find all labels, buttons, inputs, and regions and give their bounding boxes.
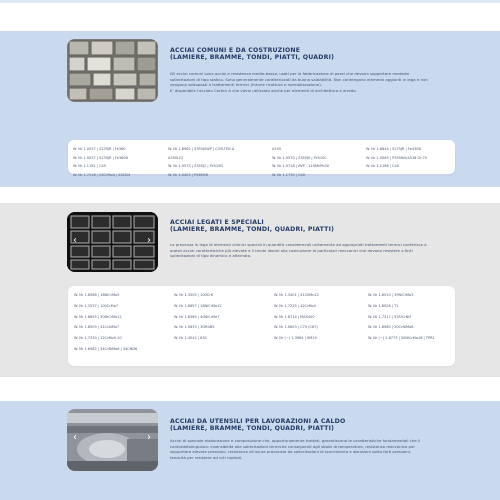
section-legati-description	[170, 242, 440, 259]
grade-item: W. Nr 1.1730 | C45	[272, 172, 306, 177]
grades-column	[174, 293, 274, 358]
grade-item: W. Nr 1.0565 | P355NH/A516 Gr.70	[366, 155, 427, 160]
grade-item: W. Nr 1.7330 | 12CrMo9-10	[74, 336, 122, 341]
description-line: sollecitazioni di tipo statico. Sono generalmente caratterizzati da buona saldabilità. Non contengono elementi aggiunti in lega e non	[170, 76, 428, 82]
carousel-prev-icon[interactable]: ‹	[73, 235, 77, 246]
grade-item: W. Nr 1.0603 | C70 (C67)	[274, 325, 318, 330]
section-comuni-grades-card	[68, 140, 455, 177]
grade-item: W. Nr 1.6565 | 40NiCrMo7	[174, 314, 220, 319]
section-legati-title	[170, 219, 430, 233]
grade-item: W. Nr 1.6588 | 18NiCrMo5	[74, 293, 120, 297]
section-legati-title-line2: (LAMIERE, BRAMME, TONDI, QUADRI, PIATTI)	[170, 226, 335, 234]
grade-item: W. Nr 1.8844 | S275JR | Fe430B	[366, 147, 421, 151]
steel-tubes-illustration	[67, 212, 158, 272]
grades-column	[272, 147, 366, 181]
carousel-next-icon[interactable]: ›	[147, 235, 151, 246]
grade-item: W. Nr 1.7317 | 52SiCrNi5	[368, 314, 412, 319]
grade-item: W. Nr 1.8714 | MAX400	[274, 314, 315, 319]
grade-item: W. Nr 1.8980 | 30CrNiMo8	[368, 325, 414, 330]
grade-item: W. Nr 1.8928 | T1	[368, 303, 399, 308]
section-comuni-description	[170, 71, 440, 93]
grade-item: W. Nr 1.4542 | 630	[174, 336, 207, 341]
description-line: tenacità per resistere ad urti ripetuti.	[170, 454, 243, 460]
description-line: questi acciai caratteristiche più elevate e li rende idonei alla costruzione di particolari meccanici che devono resistere a forti	[170, 247, 413, 253]
grade-item: W. Nr (~) 1.6773 | 30NiCrMo16 | TPR1	[368, 336, 435, 341]
section-legati-image	[67, 212, 158, 272]
grade-item: W. Nr 1.6657 | 18NiCrMo12	[174, 303, 222, 308]
grade-item: W. Nr 1.5633 | 30MnB5	[174, 325, 215, 330]
grades-column	[368, 293, 454, 358]
section-utensili-title	[170, 418, 440, 432]
grade-item: W. Nr 1.0718 | AVP - 11SMnPb30	[272, 164, 329, 168]
description-line: Gli acciai comuni sono acciai a resistenza medio-bassa, usati per la fabbricazione di pezzi che devono sopportare modeste	[170, 71, 410, 76]
grade-item: W. Nr 1.0570 | S355J0 | Fe510C	[272, 155, 327, 160]
grade-item: W. Nr 1.0575 | S355J2 | Fe510D	[168, 164, 224, 168]
section-legati-grades-card	[68, 286, 455, 366]
grade-item: W. Nr 1.0037 | S235JR | Fe360	[73, 147, 126, 151]
grades-grid	[74, 293, 454, 358]
grade-item: A350LF2	[168, 155, 184, 160]
section-comuni-title-line1: ACCIAI COMUNI E DA COSTRUZIONE	[170, 47, 301, 54]
section-utensili-image	[67, 409, 158, 471]
grade-item: W. Nr 1.1186 | C40	[366, 164, 400, 168]
section-utensili-title-line1: ACCIAI DA UTENSILI PER LAVORAZIONI A CALDO	[170, 418, 346, 425]
grade-item: W. Nr 1.6510 | 39NiCrMo3	[368, 293, 414, 297]
grade-item: W. Nr (~) 1.3964 | XM19	[274, 336, 317, 341]
grade-item: W. Nr 1.3401 | X120Mn12	[274, 293, 319, 297]
grade-item: W. Nr 1.0425 | P265GH	[168, 172, 209, 177]
description-line: sollecitazioni di tipo dinamico e alternato.	[170, 253, 252, 259]
section-utensili-description	[170, 438, 440, 460]
description-line: contraddistinguono: insensibilità alle sollecitazioni termiche conseguenti agli sbalzi di temperatura, resistenza meccanica per	[170, 443, 415, 449]
description-line: sopportare elevate pressioni, resistenza all'usura provocata da sollecitazioni di scorrimento e abrasioni sotto forti pressioni,	[170, 449, 412, 455]
grade-item: W. Nr 1.7218 | 25CrMo4 | 25CD4	[73, 172, 131, 177]
grade-item: W. Nr 1.3537 | 100CrMo7	[74, 303, 119, 308]
steel-bars-illustration	[67, 409, 158, 471]
description-line: La presenza in lega di elementi chimici speciali in quantità considerevoli unitamente ad appropriati trattamenti termici conferisce a	[170, 242, 427, 247]
grades-column	[74, 293, 174, 358]
grade-item: W. Nr 1.0037 | S235JR | Fe360B	[73, 155, 128, 160]
description-line: E' disponibile l'acciaio Corten A che viene utilizzato anche per elementi di architettura e arredo.	[170, 87, 357, 93]
section-comuni-title	[170, 47, 430, 61]
grade-item: W. Nr 1.1191 | C45	[73, 164, 107, 168]
carousel-prev-icon[interactable]: ‹	[73, 432, 77, 443]
grades-column	[73, 147, 168, 181]
grades-grid	[73, 147, 453, 181]
grades-column	[168, 147, 272, 181]
grade-item: W. Nr 1.7225 | 42CrMo4	[274, 303, 316, 308]
section-utensili-title-line2: (LAMIERE, BRAMME, TONDI, QUADRI, PIATTI)	[170, 425, 335, 433]
grade-item: W. Nr 1.6655 | 30NiCrMo12	[74, 314, 122, 319]
grades-column	[274, 293, 368, 358]
section-comuni-title-line2: (LAMIERE, BRAMME, TONDI, PIATTI, QUADRI)	[170, 54, 335, 62]
grade-item: A105	[272, 147, 282, 151]
grade-item: W. Nr 1.8509 | 41CrAlMo7	[74, 325, 120, 330]
carousel-next-icon[interactable]: ›	[147, 432, 151, 443]
steel-blocks-illustration	[67, 39, 158, 102]
grade-item: W. Nr 1.6582 | 34CrNiMo6 | 34CND6	[74, 346, 138, 351]
grade-item: W. Nr 1.3505 | 100Cr6	[174, 293, 213, 297]
grade-item: W. Nr 1.8962 | S355J0WP | COR-TEN A	[168, 147, 235, 151]
description-line: vengono sottoposti a trattamenti termici (tranne ricottura e normalizzazione).	[170, 82, 322, 88]
grades-column	[366, 147, 453, 181]
section-comuni-image	[67, 39, 158, 102]
section-legati-title-line1: ACCIAI LEGATI E SPECIALI	[170, 219, 264, 226]
top-strip	[0, 0, 500, 3]
description-line: Acciai di speciale elaborazione e composizione che, opportunamente trattati, garantiscono le caratteristiche fondamentali che li	[170, 438, 421, 443]
